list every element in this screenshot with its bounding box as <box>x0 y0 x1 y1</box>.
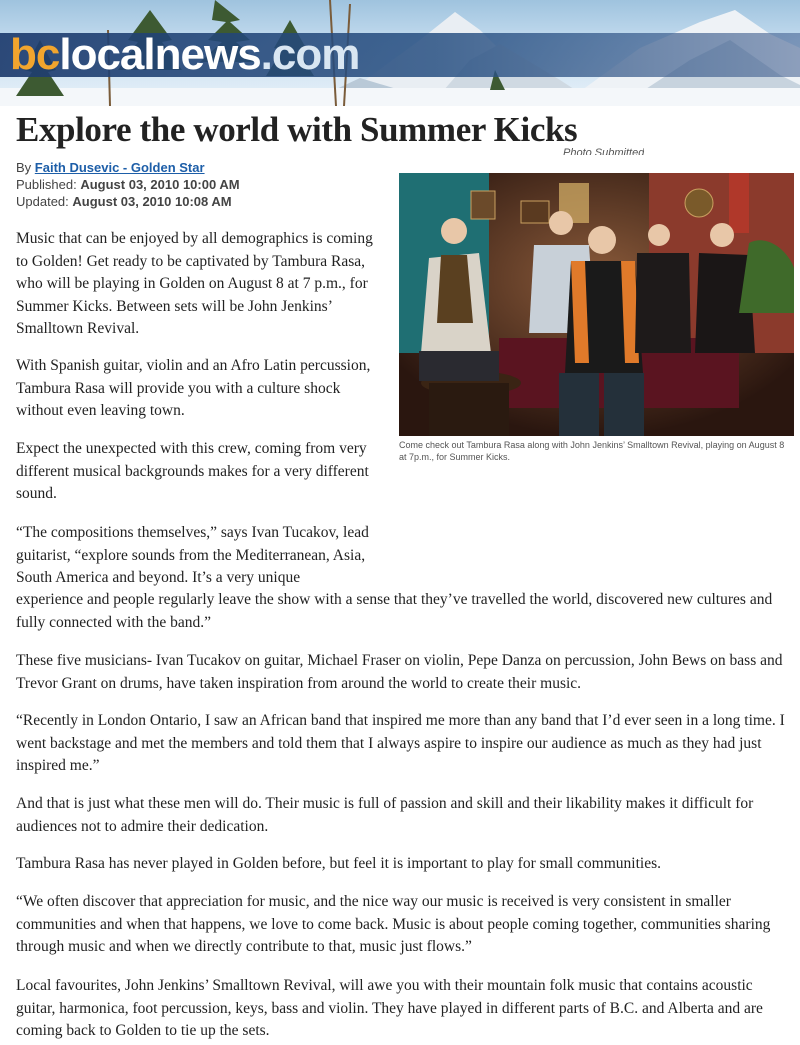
article-meta <box>16 159 240 210</box>
band-photo-image <box>399 173 794 436</box>
published-line <box>16 176 240 193</box>
paragraph: Local favourites, John Jenkins’ Smalltown Revival, will awe you with their mountain folk music that contains acoustic guitar, harmonica, foot percussion, keys, bass and violin. They have played in different parts of B.C. and Alberta and are coming back to Golden to tie up the sets. <box>16 977 763 1039</box>
paragraph: And that is just what these men will do. Their music is full of passion and skill and their likability makes it difficult for audiences not to admire their dedication. <box>16 795 754 835</box>
paragraph: experience and people regularly leave the show with a sense that they’ve travelled the world, discovered new cultures and fully connected with the band.” <box>16 591 773 631</box>
paragraph: “We often discover that appreciation for music, and the nice way our music is received is very consistent in smaller communities and when that happens, we love to come back. Music is about people coming together, communities sharing through music and when we directly contribute to that, music just flows.” <box>16 893 771 955</box>
paragraph: These five musicians- Ivan Tucakov on guitar, Michael Fraser on violin, Pepe Danza on percussion, John Bews on bass and Trevor Grant on drums, have taken inspiration from around the world to create their music. <box>16 652 783 692</box>
author-link[interactable]: Faith Dusevic - Golden Star <box>34 160 205 175</box>
updated-line <box>16 193 240 210</box>
site-banner <box>0 0 800 106</box>
paragraph: “Recently in London Ontario, I saw an African band that inspired me more than any band that I’d ever seen in a long time. I went backstage and met the members and told them that I always aspire to inspire our audience as much as they had just inspired me.” <box>16 712 785 774</box>
article-photo[interactable] <box>399 173 794 436</box>
paragraph: “The compositions themselves,” says Ivan Tucakov, lead guitarist, “explore sounds from the Mediterranean, Asia, South America and beyond. It’s a very unique <box>16 524 369 586</box>
paragraph: Music that can be enjoyed by all demographics is coming to Golden! Get ready to be captivated by Tambura Rasa, who will be playing in Golden on August 8 at 7 p.m., for Summer Kicks. Between sets will be John Jenkins’ Smalltown Revival. <box>16 230 373 337</box>
photo-caption: Come check out Tambura Rasa along with John Jenkins’ Smalltown Revival, playing on August 8 at 7p.m., for Summer Kicks. <box>399 440 785 462</box>
paragraph: Expect the unexpected with this crew, coming from very different musical backgrounds makes for a very different sound. <box>16 440 369 502</box>
published-label: Published: <box>16 177 77 192</box>
logo-main: localnews <box>59 30 261 79</box>
site-logo[interactable] <box>10 31 359 79</box>
article-headline: Explore the world with Summer Kicks <box>16 110 578 149</box>
logo-suffix: .com <box>260 30 360 79</box>
updated-label: Updated: <box>16 194 69 209</box>
logo-prefix: bc <box>10 30 60 79</box>
photo-credit: Photo Submitted <box>563 147 645 155</box>
byline <box>16 159 240 176</box>
updated-date: August 03, 2010 10:08 AM <box>72 194 232 209</box>
paragraph: Tambura Rasa has never played in Golden before, but feel it is important to play for small communities. <box>16 855 662 872</box>
byline-prefix: By <box>16 160 32 175</box>
paragraph: With Spanish guitar, violin and an Afro Latin percussion, Tambura Rasa will provide you with a culture shock without even leaving town. <box>16 357 371 419</box>
published-date: August 03, 2010 10:00 AM <box>80 177 240 192</box>
